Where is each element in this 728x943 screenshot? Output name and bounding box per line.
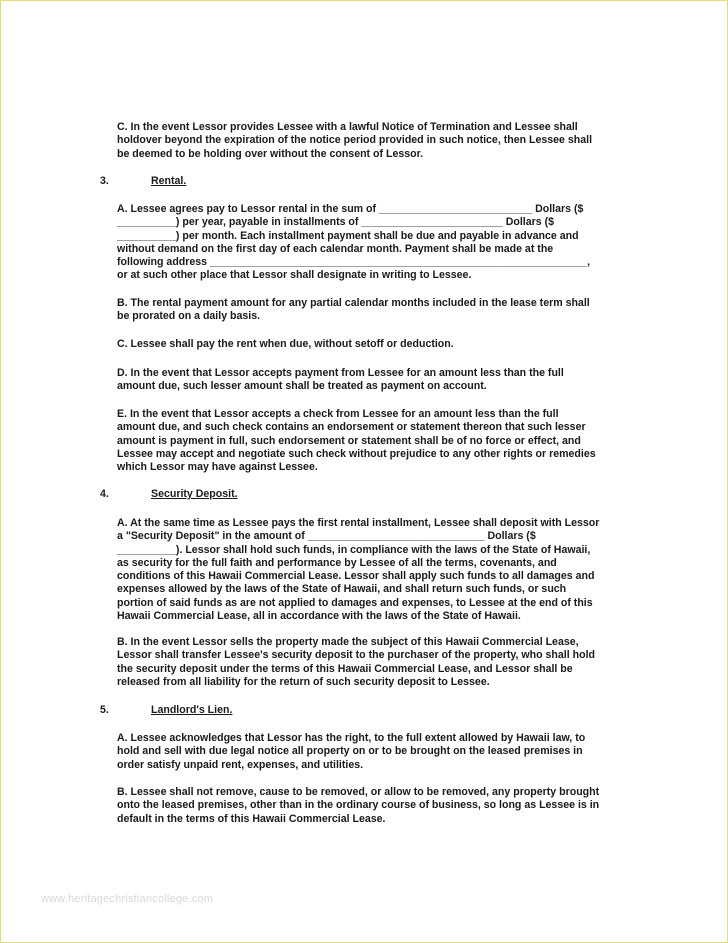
section-number-deposit: 4. — [100, 488, 109, 500]
rental-paragraph-e: E. In the event that Lessor accepts a check from Lessee for an amount less than the full amount due, and such check contains an endorsement or statement thereon that such lesser amount is payment in full, such endorsement or statement shall be of no force or effect, and Lessee may accept and negotiate such check without prejudice to any other rights or remedies which Lessor may have against Lessee. — [117, 408, 596, 474]
section-number-rental: 3. — [100, 175, 109, 187]
lien-paragraph-b: B. Lessee shall not remove, cause to be removed, or allow to be removed, any property brought onto the leased premises, other than in the ordinary course of business, so long as Lessee is in default in the terms of this Hawaii Commercial Lease. — [117, 786, 600, 825]
watermark-text: www.heritagechristiancollege.com — [41, 893, 214, 905]
rental-paragraph-b: B. The rental payment amount for any partial calendar months included in the lease term shall be prorated on a daily basis. — [117, 297, 590, 323]
section-heading-lien: Landlord's Lien. — [151, 704, 233, 716]
lien-paragraph-a: A. Lessee acknowledges that Lessor has the right, to the full extent allowed by Hawaii law, to hold and sell with due legal notice all property on or to be brought on the leased premises in order satisfy unpaid rent, expenses, and utilities. — [117, 732, 586, 771]
section-number-lien: 5. — [100, 704, 109, 716]
section-heading-deposit: Security Deposit. — [151, 488, 238, 500]
rental-paragraph-a: A. Lessee agrees pay to Lessor rental in the sum of __________________________ Dollars ($ __________) per year, payable in installments of ________________________ Dollars ($ __________) per month. Each installment payment shall be due and payable in advance and without demand on the first day of each calendar month. Payment shall be made at the following address ________________________________________________________________, or at such other place that Lessor shall designate in writing to Lessee. — [117, 203, 591, 282]
rental-paragraph-c: C. Lessee shall pay the rent when due, without setoff or deduction. — [117, 338, 454, 350]
deposit-paragraph-b: B. In the event Lessor sells the property made the subject of this Hawaii Commercial Lease, Lessor shall transfer Lessee's security deposit to the purchaser of the property, who shall hold the security deposit under the terms of this Hawaii Commercial Lease, and Lessor shall be released from all liability for the return of such security deposit to Lessee. — [117, 636, 595, 688]
rental-paragraph-d: D. In the event that Lessor accepts payment from Lessee for an amount less than the full amount due, such lesser amount shall be treated as payment on account. — [117, 367, 564, 393]
holdover-paragraph: C. In the event Lessor provides Lessee with a lawful Notice of Termination and Lessee shall holdover beyond the expiration of the notice period provided in such notice, then Lessee shall be deemed to be holding over without the consent of Lessor. — [117, 121, 593, 160]
deposit-paragraph-a: A. At the same time as Lessee pays the first rental installment, Lessee shall deposit with Lessor a "Security Deposit" in the amount of ______________________________ Dollars ($ __________). Lessor shall hold such funds, in compliance with the laws of the State of Hawaii, as security for the full faith and performance by Lessee of all the terms, covenants, and conditions of this Hawaii Commercial Lease. Lessor shall apply such funds to all damages and expenses allowed by the laws of the State of Hawaii, and shall return such funds, or such portion of said funds as are not applied to damages and expenses, to Lessee at the end of this Hawaii Commercial Lease, all in accordance with the laws of the State of Hawaii. — [117, 517, 600, 623]
section-heading-rental: Rental. — [151, 175, 187, 187]
